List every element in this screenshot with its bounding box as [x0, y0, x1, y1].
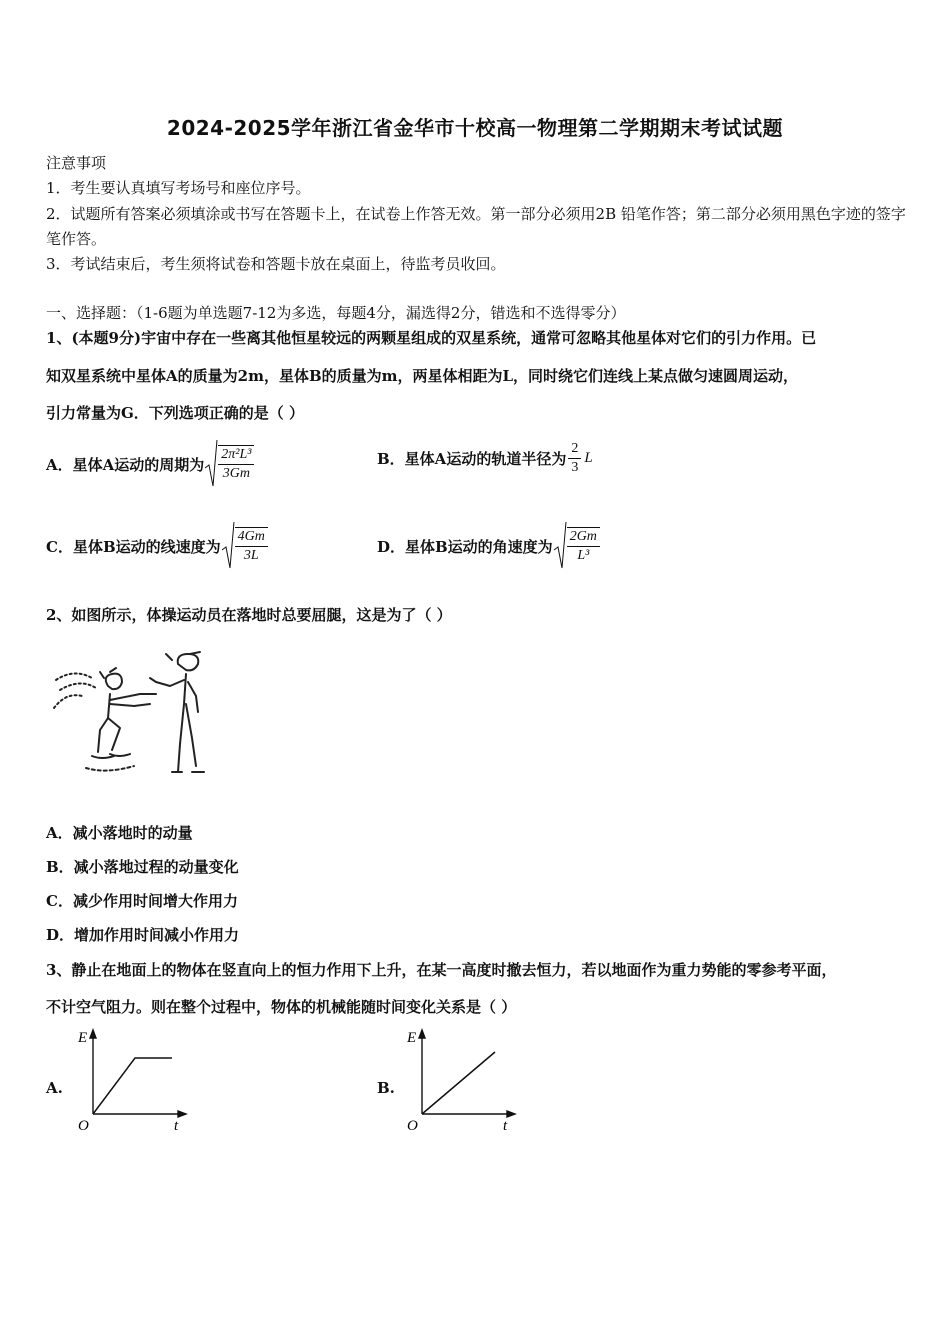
q3-line1: 3、静止在地面上的物体在竖直向上的恒力作用下上升，在某一高度时撤去恒力，若以地面作为重力势能的零参考平面， — [46, 961, 837, 979]
radical-icon — [204, 438, 218, 490]
q1-option-b-text: B．星体A运动的轨道半径为 — [377, 450, 567, 468]
arrow-up-icon — [419, 1030, 425, 1038]
origin-label: O — [78, 1118, 89, 1134]
energy-curve — [93, 1058, 172, 1114]
page-title: 2024-2025学年浙江省金华市十校高一物理第二学期期末考试试题 — [166, 116, 784, 140]
sqrt-expression — [221, 520, 268, 572]
y-axis-label: E — [78, 1030, 88, 1046]
q1-option-d-text: D．星体B运动的角速度为 — [377, 537, 553, 556]
notice-item-3: 3．考试结束后，考生须将试卷和答题卡放在桌面上，待监考员收回。 — [46, 255, 506, 273]
q2-stem: 2、如图所示，体操运动员在落地时总要屈腿，这是为了（ ） — [46, 606, 452, 624]
q1-line2: 知双星系统中星体A的质量为2m，星体B的质量为m，两星体相距为L，同时绕它们连线上某点做匀速圆周运动， — [46, 367, 799, 385]
energy-curve — [422, 1052, 495, 1114]
q1-text: 宇宙中存在一些离其他恒星较远的两颗星组成的双星系统，通常可忽略其他星体对它们的引力作用。已 — [141, 329, 817, 347]
q1-line3: 引力常量为G．下列选项正确的是（ ） — [46, 404, 305, 422]
fraction-denominator: 3Gm — [222, 466, 250, 481]
q2-option-c: C．减少作用时间增大作用力 — [46, 892, 238, 910]
x-axis-label: t — [174, 1118, 179, 1134]
y-axis-label: E — [407, 1030, 417, 1046]
q1-option-b — [377, 440, 593, 477]
section-heading: 一、选择题：（1-6题为单选题7-12为多选，每题4分，漏选得2分，错选和不选得零分） — [46, 304, 626, 322]
q2-option-d: D．增加作用时间减小作用力 — [46, 926, 240, 944]
notice-heading: 注意事项 — [46, 154, 107, 172]
radical-icon — [221, 520, 235, 572]
arrow-right-icon — [507, 1111, 515, 1117]
q1-number: 1、 — [46, 329, 72, 347]
fraction-denominator: 3L — [243, 548, 259, 563]
fraction-numerator: 2 — [568, 440, 581, 459]
q1-line1 — [46, 327, 816, 348]
radical-icon — [553, 520, 567, 572]
q3-option-b-label: B. — [377, 1079, 395, 1097]
fraction-numerator: 2Gm — [567, 528, 600, 547]
origin-label: O — [407, 1118, 418, 1134]
fraction-denominator: 3 — [571, 460, 579, 475]
notice-item-2: 2．试题所有答案必须填涂或书写在答题卡上，在试卷上作答无效。第一部分必须用2B 铅笔作答；第二部分必须用黑色字迹的签字笔作答。 — [46, 205, 906, 248]
q1-option-c-text: C．星体B运动的线速度为 — [46, 537, 221, 556]
fraction-denominator: L³ — [577, 548, 590, 563]
q3-graph-b — [401, 1024, 521, 1136]
q1-score: (本题9分) — [71, 329, 142, 347]
sqrt-expression — [553, 520, 600, 572]
x-axis-label: t — [503, 1118, 508, 1134]
q3-line2: 不计空气阻力。则在整个过程中，物体的机械能随时间变化关系是（ ） — [46, 998, 517, 1016]
q1-option-a-text: A．星体A运动的周期为 — [46, 455, 205, 474]
fraction-numerator: 2π²L³ — [218, 446, 254, 465]
q3-option-a-label: A. — [46, 1079, 63, 1097]
q1-option-c — [46, 520, 268, 572]
arrow-up-icon — [90, 1030, 96, 1038]
sqrt-expression — [204, 438, 254, 490]
q2-option-b: B．减小落地过程的动量变化 — [46, 858, 239, 876]
notice-item-1: 1．考生要认真填写考场号和座位序号。 — [46, 179, 311, 197]
fraction-numerator: 4Gm — [235, 528, 268, 547]
q2-option-a: A．减小落地时的动量 — [46, 824, 193, 842]
q1-option-d — [377, 520, 600, 572]
q1-option-a — [46, 438, 254, 490]
variable-l: L — [584, 450, 593, 466]
arrow-right-icon — [178, 1111, 186, 1117]
q3-graph-a — [72, 1024, 192, 1136]
gymnast-illustration — [52, 648, 217, 780]
